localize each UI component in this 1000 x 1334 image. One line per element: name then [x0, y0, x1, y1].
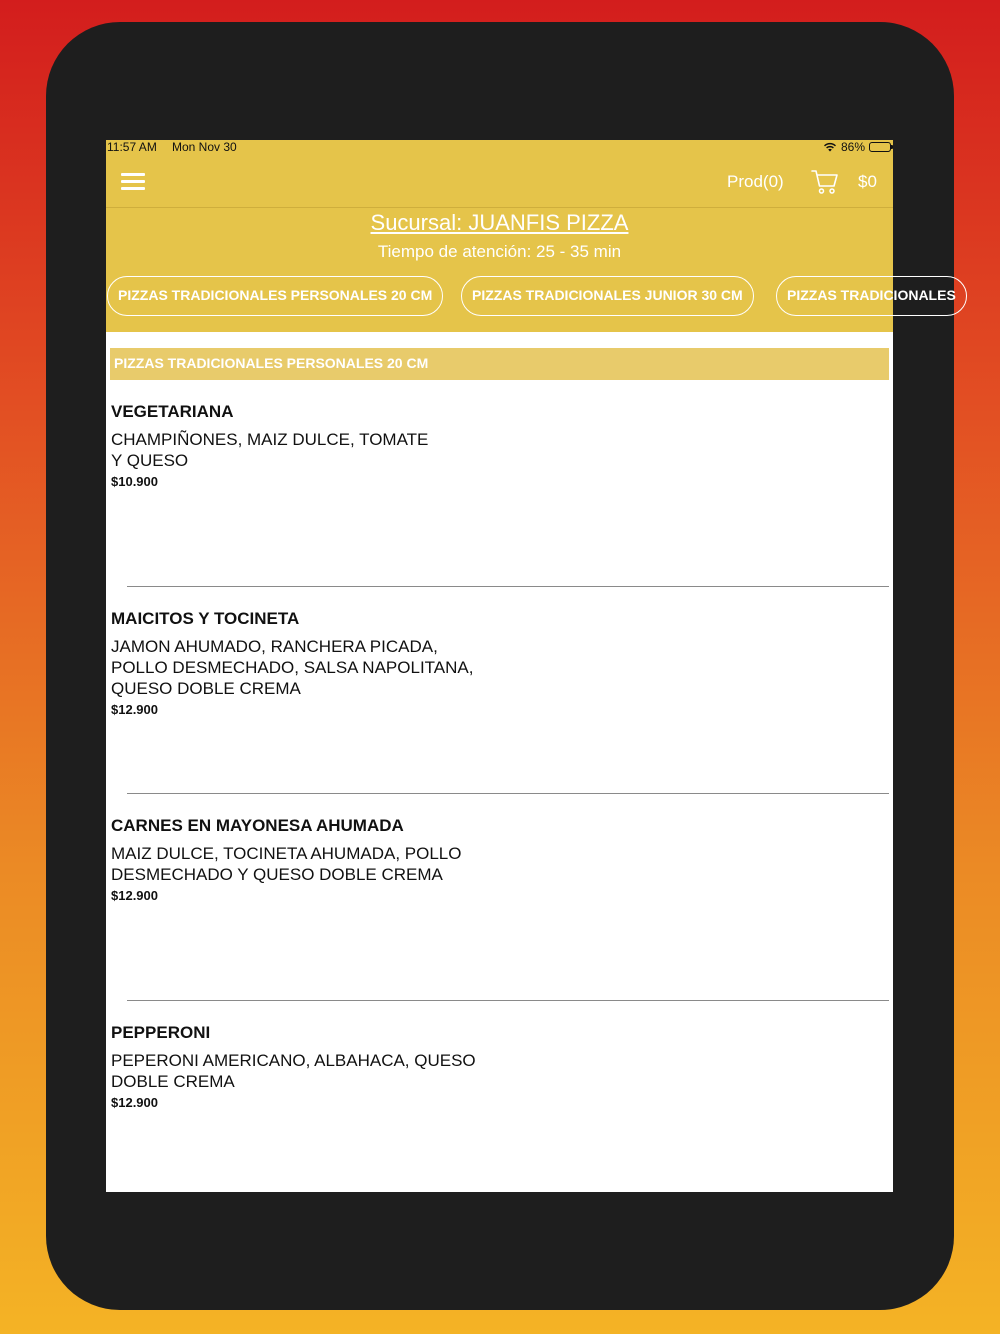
- product-description: [111, 1050, 889, 1092]
- wifi-icon: [823, 142, 837, 152]
- status-bar: [106, 140, 893, 154]
- cart-total[interactable]: $0: [858, 172, 877, 191]
- product-description-line: DESMECHADO Y QUESO DOBLE CREMA: [111, 865, 443, 884]
- product-name: VEGETARIANA: [111, 402, 234, 421]
- product-description-line: QUESO DOBLE CREMA: [111, 679, 301, 698]
- product-item-vegetariana[interactable]: [111, 402, 889, 490]
- category-tab-junior[interactable]: PIZZAS TRADICIONALES JUNIOR 30 CM: [461, 276, 754, 316]
- product-item-carnes-mayonesa[interactable]: [111, 816, 889, 904]
- product-description-line: MAIZ DULCE, TOCINETA AHUMADA, POLLO: [111, 844, 462, 863]
- product-price: $12.900: [111, 1095, 158, 1110]
- nav-bar: [106, 154, 893, 208]
- divider: [127, 793, 889, 794]
- product-price: $12.900: [111, 888, 158, 903]
- category-tab-personales[interactable]: PIZZAS TRADICIONALES PERSONALES 20 CM: [107, 276, 443, 316]
- status-date: Mon Nov 30: [172, 140, 237, 154]
- product-price: $12.900: [111, 702, 158, 717]
- product-description-line: JAMON AHUMADO, RANCHERA PICADA,: [111, 637, 438, 656]
- product-item-pepperoni[interactable]: [111, 1023, 889, 1111]
- products-count[interactable]: Prod(0): [727, 172, 784, 191]
- battery-percent: 86%: [840, 140, 865, 154]
- app-screen: [106, 140, 956, 1192]
- product-item-maicitos-tocineta[interactable]: [111, 609, 889, 718]
- product-description: [111, 636, 889, 699]
- branch-title[interactable]: Sucursal: JUANFIS PIZZA: [370, 210, 629, 235]
- product-description-line: DOBLE CREMA: [111, 1072, 235, 1091]
- section-header: PIZZAS TRADICIONALES PERSONALES 20 CM: [110, 348, 889, 380]
- product-description: [111, 843, 889, 885]
- category-tab-tradicionales[interactable]: PIZZAS TRADICIONALES: [776, 276, 967, 316]
- divider: [127, 1000, 889, 1001]
- product-name: MAICITOS Y TOCINETA: [111, 609, 300, 628]
- product-name: PEPPERONI: [111, 1023, 211, 1042]
- divider: [127, 586, 889, 587]
- status-indicators: [823, 140, 891, 154]
- wait-time: Tiempo de atención: 25 - 35 min: [377, 242, 622, 261]
- product-description-line: CHAMPIÑONES, MAIZ DULCE, TOMATE: [111, 430, 429, 449]
- cart-icon[interactable]: [811, 169, 839, 195]
- product-description-line: Y QUESO: [111, 451, 189, 470]
- product-description: [111, 429, 889, 471]
- category-tabs[interactable]: [106, 276, 956, 318]
- app-header: [106, 154, 956, 332]
- product-name: CARNES EN MAYONESA AHUMADA: [111, 816, 404, 835]
- product-description-line: PEPERONI AMERICANO, ALBAHACA, QUESO: [111, 1051, 476, 1070]
- product-price: $10.900: [111, 474, 158, 489]
- battery-icon: [869, 142, 891, 152]
- status-time: 11:57 AM: [107, 140, 157, 154]
- product-list[interactable]: [106, 332, 893, 1192]
- hamburger-icon[interactable]: [121, 173, 145, 191]
- product-description-line: POLLO DESMECHADO, SALSA NAPOLITANA,: [111, 658, 474, 677]
